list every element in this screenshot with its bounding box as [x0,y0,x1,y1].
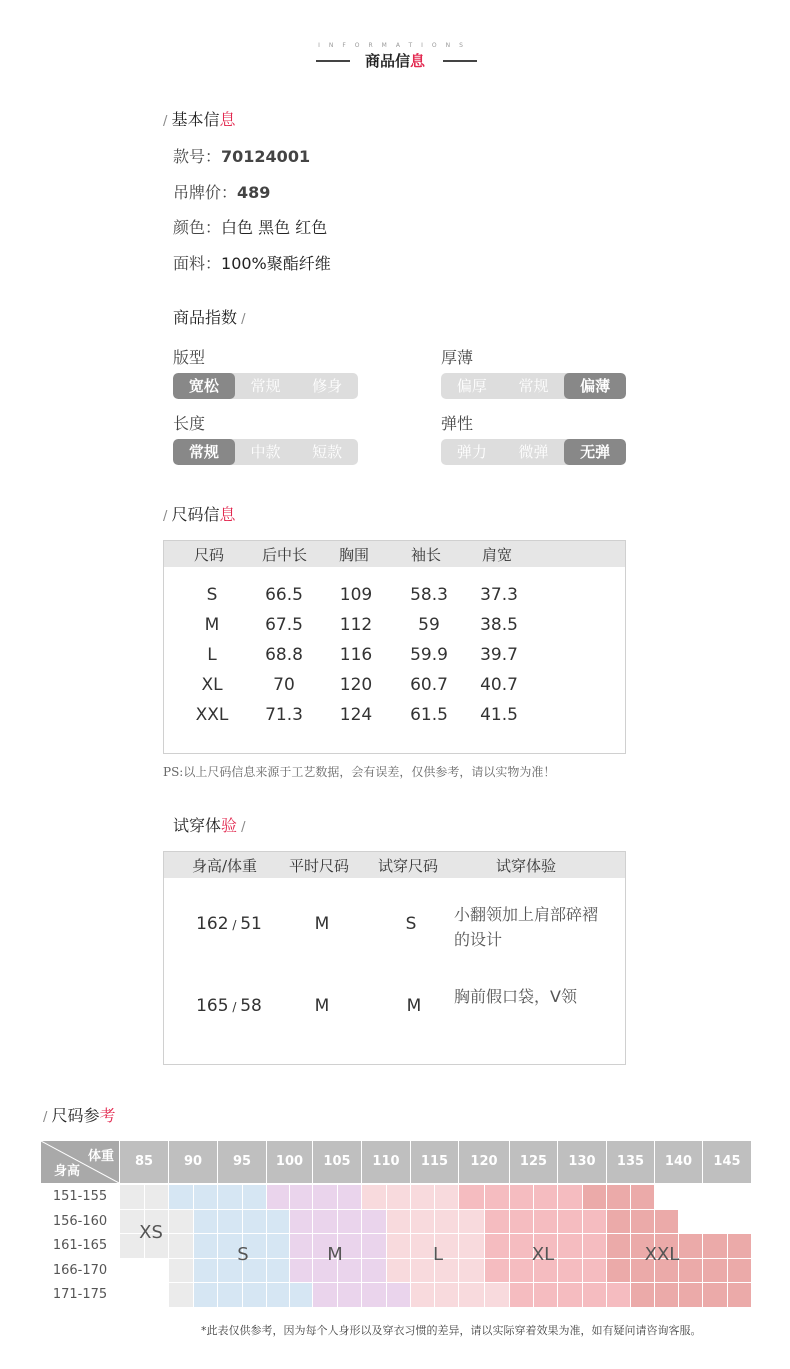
size-cell: 112 [339,615,373,635]
size-label: M [327,1244,343,1265]
size-cell-xxl [607,1185,630,1209]
size-cell-xl [459,1185,484,1209]
header-english: INFORMATIONS [318,42,472,49]
elasticity-option: 微弹 [518,443,549,461]
size-cell-xs [169,1283,193,1307]
size-label: S [237,1244,249,1265]
thickness-option: 偏厚 [456,377,487,395]
size-cell-l [435,1185,458,1209]
size-cell: 67.5 [265,615,303,635]
size-cell-s [169,1185,193,1209]
size-cell-s [267,1210,289,1234]
index-length-scale [173,439,358,465]
size-cell: 124 [339,705,373,725]
fit-option: 宽松 [173,373,235,399]
size-cell-xl [510,1283,533,1307]
size-cell-m [362,1234,386,1258]
size-cell: 66.5 [265,585,303,605]
weight-header: 105 [313,1141,361,1183]
size-cell: 60.7 [410,675,448,695]
height-label: 156-160 [41,1210,119,1235]
thickness-option: 偏薄 [564,373,626,399]
weight-header: 115 [411,1141,458,1183]
size-cell-l [387,1210,411,1234]
size-cell-l [411,1185,434,1209]
fabric-row: 面料：100%聚酯纤维 [173,254,331,273]
size-cell: 116 [339,645,373,665]
size-cell-xxl [631,1283,654,1307]
col-experience: 试穿体验 [496,856,557,875]
size-cell-xl [583,1259,607,1283]
size-cell-m [313,1185,337,1209]
size-cell-xl [583,1210,607,1234]
size-cell-xl [583,1283,607,1307]
size-cell-xl [534,1185,557,1209]
tryon-hw-2: 165 / 58 [196,996,262,1016]
size-label: XL [531,1244,555,1265]
basic-info-title: / 基本信息 [163,110,236,129]
size-cell-xxl [631,1185,654,1209]
height-label: 166-170 [41,1259,119,1284]
size-cell-xl [607,1283,630,1307]
size-cell: 37.3 [480,585,518,605]
col-height-weight: 身高/体重 [192,856,258,875]
size-cell-l [387,1185,411,1209]
size-cell-m [338,1210,362,1234]
size-cell-xs [145,1185,169,1209]
height-label: 161-165 [41,1234,119,1259]
price-row: 吊牌价：489 [173,183,271,202]
index-thickness-label: 厚薄 [441,348,474,367]
size-cell-s [243,1210,267,1234]
col-sleeve: 袖长 [411,545,442,564]
size-cell-xxl [728,1234,752,1258]
col-usual-size: 平时尺码 [289,856,350,875]
size-cell-xxl [607,1210,630,1234]
size-cell-s [194,1283,218,1307]
size-cell-m [313,1283,337,1307]
size-cell-m [362,1283,386,1307]
tryon-table [163,851,626,1065]
size-cell-m [338,1283,362,1307]
size-cell-xxl [728,1259,752,1283]
size-cell-s [194,1210,218,1234]
size-cell-xl [583,1234,607,1258]
weight-header: 120 [459,1141,509,1183]
size-cell-xxl [703,1259,727,1283]
size-cell: 68.8 [265,645,303,665]
size-cell-l [387,1234,411,1258]
size-label: XXL [644,1244,680,1265]
size-cell-xl [510,1185,533,1209]
size-cell: 61.5 [410,705,448,725]
corner-weight: 体重 [87,1149,114,1164]
chart-corner [41,1141,119,1183]
height-label: 151-155 [41,1185,119,1210]
size-cell: 109 [339,585,373,605]
size-cell-xl [485,1210,510,1234]
weight-header: 145 [703,1141,751,1183]
size-cell-xxl [679,1283,702,1307]
size-cell-m [267,1185,289,1209]
page-title: 商品信息 [364,52,426,70]
size-cell-s [194,1185,218,1209]
size-cell-s [218,1185,242,1209]
size-cell-m [362,1259,386,1283]
size-cell-xl [485,1185,510,1209]
size-table-header [164,541,625,567]
size-cell-xl [534,1283,557,1307]
elasticity-option: 无弹 [564,439,626,465]
color-row: 颜色：白色 黑色 红色 [173,218,328,237]
size-cell-s [218,1210,242,1234]
size-cell-xl [485,1259,510,1283]
size-cell-l [411,1283,434,1307]
weight-header: 110 [362,1141,410,1183]
weight-header: 135 [607,1141,654,1183]
size-cell-s [243,1283,267,1307]
weight-header: 130 [558,1141,606,1183]
size-cell-m [290,1210,312,1234]
weight-header: 90 [169,1141,217,1183]
size-cell-s [243,1185,267,1209]
size-cell-m [290,1185,312,1209]
fit-option: 修身 [312,377,343,395]
index-fit-scale [173,373,358,399]
tryon-comment-1: 小翻领加上肩部碎褶的设计 [454,905,599,949]
size-cell-xl [558,1210,582,1234]
size-label: XS [139,1222,163,1243]
size-cell: XL [201,675,223,695]
size-cell: S [206,585,218,605]
thickness-option: 常规 [518,377,549,395]
size-cell-m [313,1210,337,1234]
size-cell-xxl [655,1210,678,1234]
size-cell-xxl [655,1283,678,1307]
weight-header: 100 [267,1141,312,1183]
size-cell-m [362,1210,386,1234]
size-chart-title: / 尺码参考 [43,1106,116,1125]
col-shoulder: 肩宽 [482,545,513,564]
size-cell-m [387,1283,411,1307]
size-cell-l [459,1283,484,1307]
size-cell-l [411,1210,434,1234]
size-cell-xxl [607,1234,630,1258]
size-cell-l [435,1210,458,1234]
size-cell-xxl [631,1210,654,1234]
size-cell: L [207,645,217,665]
size-cell-l [435,1283,458,1307]
size-cell: 70 [273,675,295,695]
size-cell: 59.9 [410,645,448,665]
tryon-tried-2: M [406,996,422,1016]
size-cell-xxl [703,1234,727,1258]
size-cell-l [485,1283,510,1307]
col-back-length: 后中长 [262,545,308,564]
size-cell: 41.5 [480,705,518,725]
height-label: 171-175 [41,1283,119,1308]
size-cell: M [204,615,220,635]
corner-height: 身高 [54,1164,81,1179]
size-cell: XXL [195,705,229,725]
size-cell-xl [534,1210,557,1234]
length-option: 短款 [312,443,343,461]
size-cell-m [338,1185,362,1209]
size-cell-l [362,1185,386,1209]
size-cell-xxl [583,1185,607,1209]
weight-header: 95 [218,1141,266,1183]
size-cell-xl [510,1210,533,1234]
size-cell-xxl [703,1283,727,1307]
index-thickness-scale [441,373,626,399]
size-cell-xs [120,1185,144,1209]
size-cell-xl [558,1283,582,1307]
size-note: PS:以上尺码信息来源于工艺数据，会有误差，仅供参考，请以实物为准！ [163,765,556,779]
length-option: 中款 [250,443,281,461]
weight-header: 125 [510,1141,557,1183]
index-title: 商品指数 / [173,308,246,327]
index-length-label: 长度 [173,414,206,433]
size-cell: 58.3 [410,585,448,605]
size-cell-s [267,1283,289,1307]
tryon-comment-2: 胸前假口袋，V领 [454,987,577,1006]
tryon-title: 试穿体验 / [173,816,246,835]
tryon-hw-1: 162 / 51 [196,914,262,934]
style-number-row: 款号：70124001 [173,147,311,166]
tryon-tried-1: S [405,914,417,934]
size-cell-xl [558,1185,582,1209]
index-elasticity-label: 弹性 [441,414,474,433]
size-cell-xs [169,1259,193,1283]
col-size: 尺码 [194,545,225,564]
size-table [163,540,626,754]
fit-option: 常规 [250,377,281,395]
size-cell-s [218,1283,242,1307]
size-cell: 38.5 [480,615,518,635]
size-cell-s [290,1283,312,1307]
tryon-table-header [164,852,625,878]
size-cell: 120 [339,675,373,695]
size-cell-l [387,1259,411,1283]
weight-header: 85 [120,1141,168,1183]
size-cell-xxl [728,1283,752,1307]
size-cell: 59 [418,615,440,635]
length-option: 常规 [173,439,235,465]
size-cell-xxl [607,1259,630,1283]
tryon-usual-2: M [314,996,330,1016]
index-fit-label: 版型 [173,348,206,367]
weight-header: 140 [655,1141,702,1183]
chart-note: *此表仅供参考，因为每个人身形以及穿衣习惯的差异，请以实际穿着效果为准，如有疑问请咨询客服。 [201,1324,702,1337]
tryon-usual-1: M [314,914,330,934]
index-elasticity-scale [441,439,626,465]
col-chest: 胸围 [339,545,370,564]
col-tried-size: 试穿尺码 [378,856,439,875]
size-label: L [432,1244,444,1265]
size-cell: 40.7 [480,675,518,695]
size-cell: 39.7 [480,645,518,665]
size-cell-xl [485,1234,510,1258]
size-cell: 71.3 [265,705,303,725]
size-cell-l [459,1210,484,1234]
elasticity-option: 弹力 [456,443,487,461]
size-info-title: / 尺码信息 [163,505,236,524]
